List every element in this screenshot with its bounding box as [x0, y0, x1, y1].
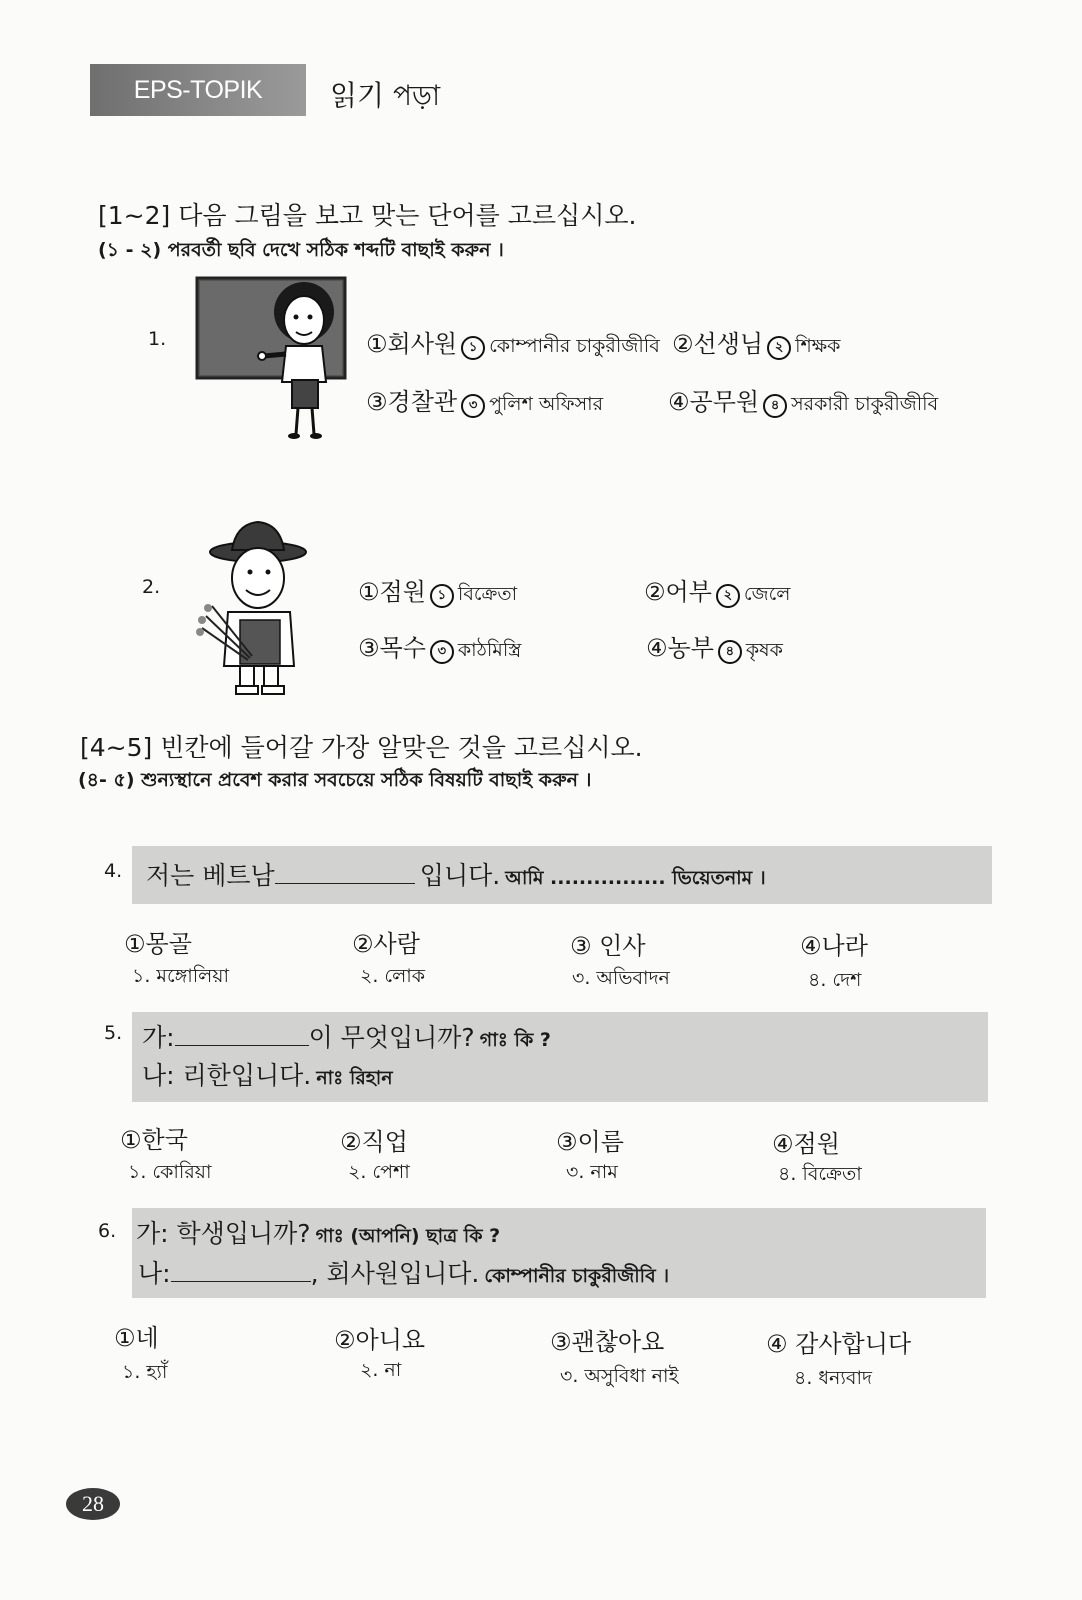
q6-number: 6.	[98, 1220, 117, 1242]
q2-option-4-kr: ④농부	[646, 634, 714, 662]
q4-number: 4.	[104, 860, 123, 882]
q2-option-4-bn: কৃষক	[745, 639, 783, 661]
q4-blank	[275, 865, 415, 884]
page-title: 읽기 পড়া	[330, 79, 441, 112]
q6-prompt-line1	[136, 1214, 500, 1254]
q4-option-1-bn: ১. মঙ্গোলিয়া	[132, 965, 229, 987]
q4-prompt-kr-a: 저는 베트남	[146, 861, 275, 890]
q1-option-1-bn: কোম্পানীর চাকুরীজীবি	[489, 335, 660, 357]
q1-option-3-bn: পুলিশ অফিসার	[489, 393, 604, 415]
q1-option-1-mark: ১	[461, 336, 485, 360]
q2-option-2-bn: জেলে	[743, 583, 791, 605]
q5-option-1-bn: ১. কোরিয়া	[128, 1161, 212, 1183]
q1-option-4-kr: ④공무원	[668, 388, 760, 416]
q6-option-1-bn: ১. হ্যাঁ	[122, 1361, 168, 1383]
q4-option-1-kr[interactable]: ①몽골	[124, 930, 192, 958]
section2-heading-bn: (৪- ৫) শুন্যস্থানে প্রবেশ করার সবচেয়ে সঠিক বিষয়টি বাছাই করুন ।	[78, 769, 592, 791]
q5-number: 5.	[104, 1022, 123, 1044]
q4-option-3-bn: ৩. অভিবাদন	[572, 967, 670, 989]
section1-heading-bn: (১ - ২) পরবর্তী ছবি দেখে সঠিক শব্দটি বাছাই করুন ।	[98, 239, 504, 261]
q2-option-1-kr: ①점원	[358, 578, 426, 606]
q2-option-3[interactable]	[358, 628, 521, 668]
q2-option-1-bn: বিক্রেতা	[457, 583, 518, 605]
q1-option-2-kr: ②선생님	[672, 330, 764, 358]
q2-option-2-kr: ②어부	[644, 578, 712, 606]
q4-option-4-bn: ৪. দেশ	[808, 969, 862, 991]
q1-option-4-bn: সরকারী চাকুরীজীবি	[791, 393, 939, 415]
q6-line1-kr: 가: 학생입니까?	[136, 1219, 311, 1248]
q4-prompt	[146, 856, 766, 896]
q4-option-4-kr[interactable]: ④나라	[800, 932, 868, 960]
section2-heading-kr: [4~5] 빈칸에 들어갈 가장 알맞은 것을 고르십시오.	[80, 733, 643, 762]
q4-prompt-kr-b: 입니다.	[419, 861, 501, 890]
q6-option-1-kr[interactable]: ①네	[114, 1324, 159, 1352]
q6-option-2-kr[interactable]: ②아니요	[334, 1326, 426, 1354]
page-number-badge	[66, 1488, 120, 1520]
q5-option-3-kr[interactable]: ③이름	[556, 1128, 624, 1156]
q1-option-3-mark: ৩	[461, 394, 485, 418]
q5-blank	[175, 1027, 309, 1046]
q6-prompt-line2	[138, 1254, 669, 1294]
q1-option-2-bn: শিক্ষক	[795, 335, 841, 357]
q2-option-4[interactable]	[646, 628, 783, 668]
q5-option-4-bn: ৪. বিক্রেতা	[778, 1163, 862, 1185]
q6-line2-bn: কোম্পানীর চাকুরীজীবি ।	[484, 1265, 670, 1287]
q5-option-2-bn: ২. পেশা	[348, 1161, 410, 1183]
q1-option-4-mark: ৪	[763, 394, 787, 418]
q1-option-3[interactable]	[366, 382, 603, 422]
q2-number: 2.	[142, 576, 161, 598]
q1-option-1-kr: ①회사원	[366, 330, 458, 358]
q5-line2-kr: 나: 리한입니다.	[142, 1061, 312, 1090]
q2-option-1[interactable]	[358, 572, 517, 612]
q5-prompt-line2	[142, 1056, 393, 1096]
q5-prompt-line1	[142, 1018, 551, 1058]
q6-option-4-bn: ৪. ধন্যবাদ	[794, 1367, 872, 1389]
q5-line1-kr: 이 무엇입니까?	[308, 1023, 475, 1052]
q1-option-3-kr: ③경찰관	[366, 388, 458, 416]
q6-blank	[171, 1263, 311, 1282]
q2-option-3-mark: ৩	[430, 640, 454, 664]
q1-number: 1.	[148, 328, 167, 350]
q6-option-3-kr[interactable]: ③괜찮아요	[550, 1328, 665, 1356]
q6-line2-kr: , 회사원입니다.	[310, 1259, 480, 1288]
teacher-illustration	[192, 272, 357, 440]
q5-option-3-bn: ৩. নাম	[566, 1161, 618, 1183]
q6-option-2-bn: ২. না	[360, 1359, 402, 1381]
q6-line2-speaker: 나:	[138, 1259, 171, 1288]
q4-prompt-bn: আমি ................ ভিয়েতনাম ।	[505, 867, 766, 889]
q1-option-4[interactable]	[668, 382, 938, 422]
q4-option-2-kr[interactable]: ②사람	[352, 930, 420, 958]
q4-option-3-kr[interactable]: ③ 인사	[570, 932, 646, 960]
q5-line1-speaker: 가:	[142, 1023, 175, 1052]
q1-option-2-mark: ২	[767, 336, 791, 360]
q1-option-1[interactable]	[366, 324, 660, 364]
section1-heading-kr: [1~2] 다음 그림을 보고 맞는 단어를 고르십시오.	[98, 201, 637, 230]
q5-line2-bn: নাঃ রিহান	[316, 1067, 393, 1089]
q2-option-3-bn: কাঠমিস্ত্রি	[457, 639, 522, 661]
q2-option-3-kr: ③목수	[358, 634, 426, 662]
eps-topik-badge: EPS-TOPIK	[90, 64, 306, 116]
q6-option-3-bn: ৩. অসুবিধা নাই	[560, 1365, 679, 1387]
q5-option-1-kr[interactable]: ①한국	[120, 1126, 188, 1154]
q1-option-2[interactable]	[672, 324, 840, 364]
q5-line1-bn: গাঃ কি ?	[479, 1029, 551, 1051]
q6-line1-bn: গাঃ (আপনি) ছাত্র কি ?	[315, 1225, 501, 1247]
q4-option-2-bn: ২. লোক	[360, 965, 426, 987]
q2-option-1-mark: ১	[430, 584, 454, 608]
q5-option-4-kr[interactable]: ④점원	[772, 1130, 840, 1158]
farmer-illustration	[192, 516, 322, 696]
q6-option-4-kr[interactable]: ④ 감사합니다	[766, 1330, 912, 1358]
q5-option-2-kr[interactable]: ②직업	[340, 1128, 408, 1156]
q2-option-2-mark: ২	[716, 584, 740, 608]
page-number: 28	[82, 1491, 104, 1516]
q2-option-4-mark: ৪	[718, 640, 742, 664]
q2-option-2[interactable]	[644, 572, 790, 612]
